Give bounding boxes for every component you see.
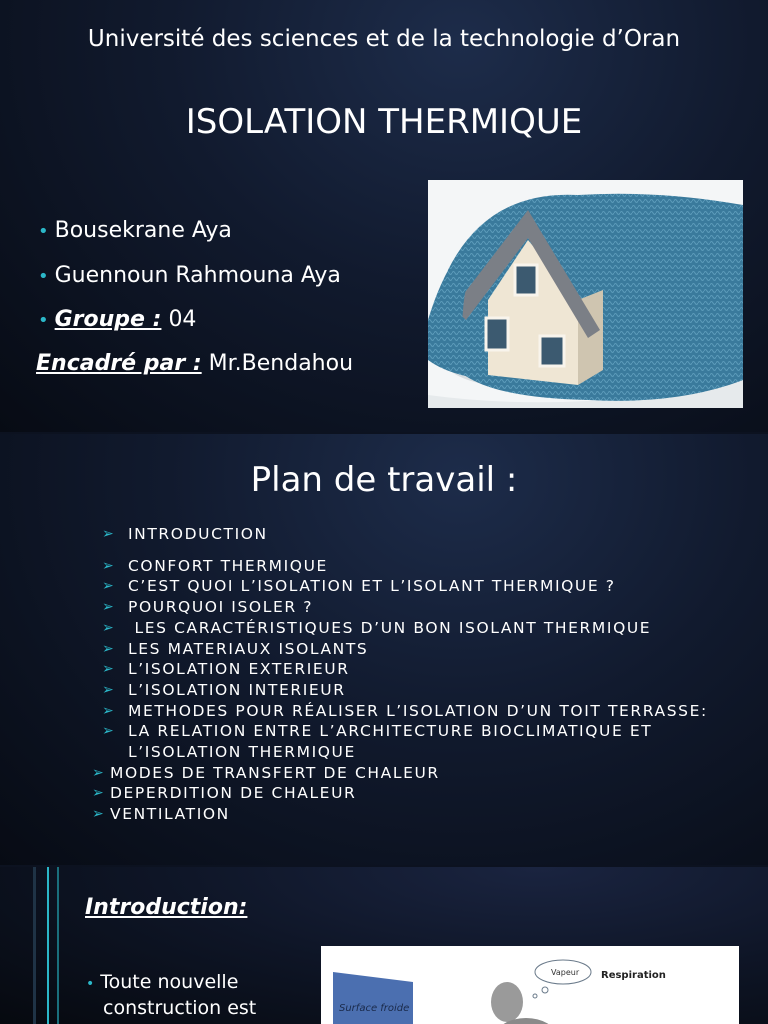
supervisor-value: Mr.Bendahou — [208, 351, 354, 376]
supervisor-label: Encadré par : — [36, 351, 202, 376]
list-item-text: L’ISOLATION THERMIQUE — [128, 743, 356, 762]
respiration-diagram — [321, 946, 739, 1024]
bullet-icon: • — [86, 976, 95, 992]
arrow-bullet-icon: ➢ — [92, 806, 106, 823]
list-item-continuation — [102, 742, 708, 763]
arrow-bullet-icon: ➢ — [102, 599, 116, 616]
author-item — [38, 218, 232, 243]
bullet-icon: • — [38, 221, 49, 242]
author-name: Guennoun Rahmouna Aya — [54, 263, 341, 288]
house-in-blanket-photo — [428, 180, 743, 408]
arrow-bullet-icon: ➢ — [102, 661, 116, 678]
section-title: Introduction: — [85, 895, 248, 920]
group-value: 04 — [168, 307, 197, 332]
introduction-slide — [0, 867, 768, 1024]
presentation-title: ISOLATION THERMIQUE — [185, 102, 583, 142]
arrow-bullet-icon: ➢ — [102, 640, 116, 657]
list-item — [102, 721, 708, 742]
list-item — [92, 804, 708, 825]
arrow-bullet-icon: ➢ — [102, 619, 116, 636]
bullet-text: Toute nouvelle — [100, 971, 239, 993]
arrow-bullet-icon: ➢ — [102, 723, 116, 740]
arrow-bullet-icon: ➢ — [102, 578, 116, 595]
decor-bar — [33, 867, 36, 1024]
list-item — [102, 524, 708, 545]
list-item — [102, 680, 708, 701]
arrow-bullet-icon: ➢ — [92, 764, 106, 781]
list-item-text: L’ISOLATION INTERIEUR — [128, 680, 346, 699]
list-item-text: POURQUOI ISOLER ? — [128, 598, 314, 617]
list-item — [92, 783, 708, 804]
list-item-text: MODES DE TRANSFERT DE CHALEUR — [110, 763, 440, 782]
person-head — [491, 982, 523, 1022]
supervisor-item — [36, 351, 353, 376]
surface-label: Surface froide — [339, 1003, 410, 1014]
plan-list — [92, 524, 708, 825]
arrow-bullet-icon: ➢ — [102, 681, 116, 698]
list-item-text: INTRODUCTION — [128, 525, 268, 543]
decor-bar — [57, 867, 59, 1024]
arrow-bullet-icon: ➢ — [102, 702, 116, 719]
list-item-text: VENTILATION — [110, 805, 230, 824]
bullet-text: construction est — [103, 997, 257, 1019]
list-item-text: L’ISOLATION EXTERIEUR — [128, 660, 350, 679]
list-item-text: LES CARACTÉRISTIQUES D’UN BON ISOLANT THERMIQUE — [128, 618, 652, 637]
list-item — [102, 659, 708, 680]
plan-title: Plan de travail : — [250, 460, 518, 500]
vapour-label: Vapeur — [551, 968, 580, 977]
author-item — [38, 263, 341, 288]
arrow-bullet-icon: ➢ — [102, 557, 116, 574]
group-item — [38, 307, 196, 332]
list-item — [92, 763, 708, 784]
arrow-bullet-icon: ➢ — [92, 785, 106, 802]
author-name: Bousekrane Aya — [54, 218, 232, 243]
list-item-text: METHODES POUR RÉALISER L’ISOLATION D’UN TOIT TERRASSE: — [128, 701, 708, 720]
list-item — [102, 556, 708, 577]
plan-slide — [0, 434, 768, 865]
list-item — [102, 639, 708, 660]
list-item-text: LA RELATION ENTRE L’ARCHITECTURE BIOCLIMATIQUE ET — [128, 722, 653, 741]
decor-bar — [47, 867, 49, 1024]
title-slide — [0, 0, 768, 432]
list-item — [102, 701, 708, 722]
list-item — [102, 576, 708, 597]
list-item-text: CONFORT THERMIQUE — [128, 556, 328, 575]
list-item-text: DEPERDITION DE CHALEUR — [110, 784, 357, 803]
intro-bullet — [86, 970, 256, 1020]
bullet-icon: • — [38, 310, 49, 331]
list-item — [102, 597, 708, 618]
group-label: Groupe : — [54, 307, 162, 332]
list-item-text: C’EST QUOI L’ISOLATION ET L’ISOLANT THERMIQUE ? — [128, 577, 616, 596]
list-item-text: LES MATERIAUX ISOLANTS — [128, 639, 369, 658]
cold-surface-shape — [333, 972, 413, 1024]
respiration-label: Respiration — [601, 970, 666, 981]
list-item — [102, 618, 708, 639]
university-name: Université des sciences et de la technologie d’Oran — [87, 26, 681, 52]
arrow-bullet-icon: ➢ — [102, 526, 116, 542]
bullet-icon: • — [38, 266, 49, 287]
